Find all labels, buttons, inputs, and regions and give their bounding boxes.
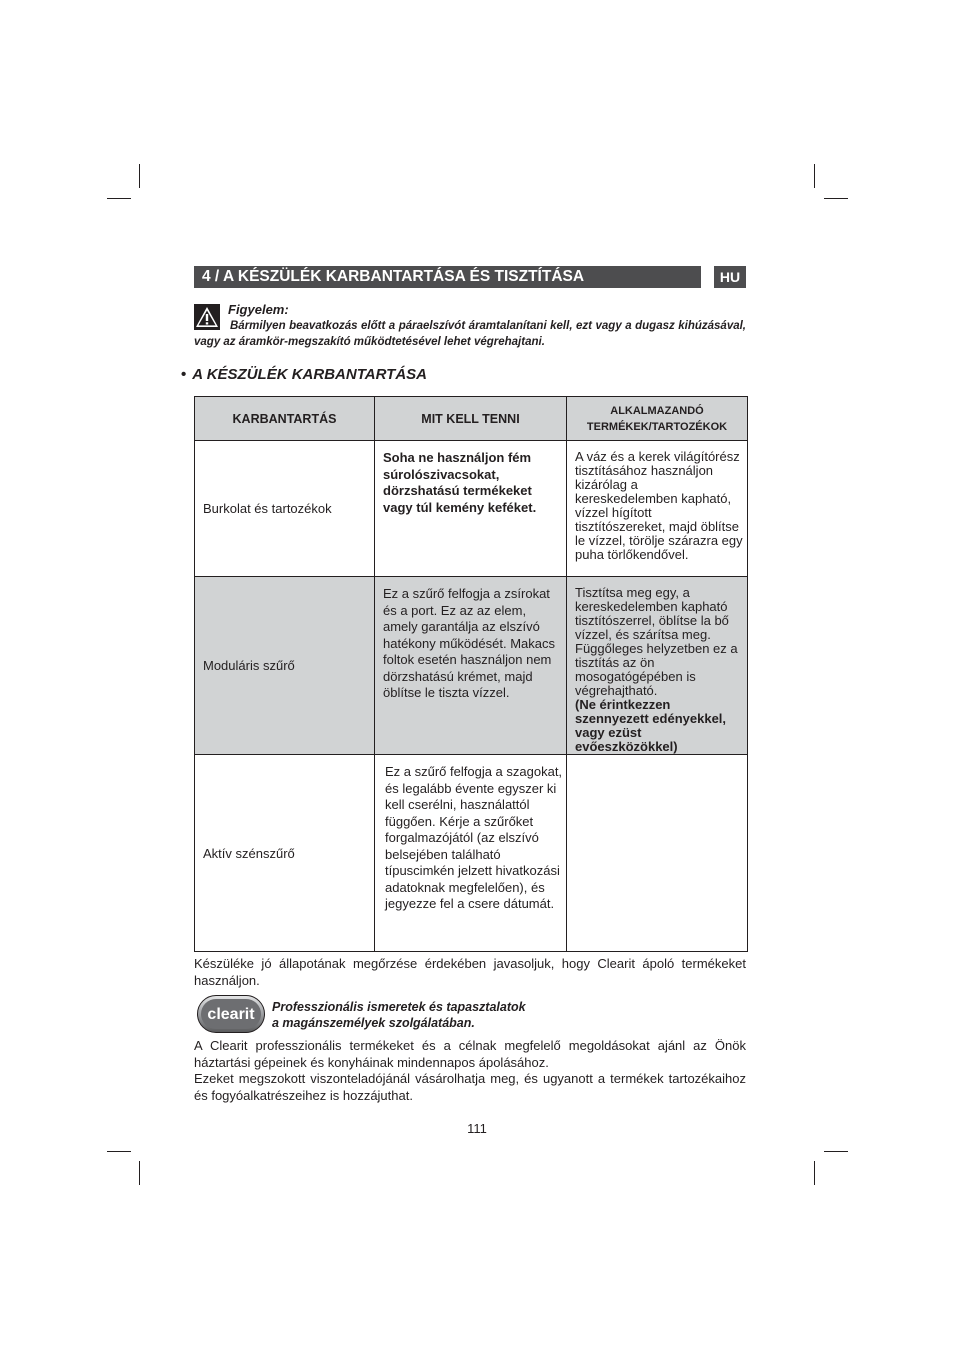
section-title: 4 / A KÉSZÜLÉK KARBANTARTÁSA ÉS TISZTÍTÁSA: [194, 266, 701, 288]
table-row: [195, 755, 748, 952]
warning-text: Bármilyen beavatkozás előtt a páraelszívót áramtalanítani kell, ezt vagy a dugasz kihúzásával, vagy az áramkör-megszakító működtetésével lehet végrehajtani.: [194, 320, 746, 348]
table-header-row: [195, 397, 748, 441]
table-row: [195, 577, 748, 755]
logo-text: clearit: [207, 1006, 255, 1023]
table-row: [195, 441, 748, 577]
subsection-heading: [181, 366, 427, 383]
subsection-title: A KÉSZÜLÉK KARBANTARTÁSA: [192, 366, 427, 383]
crop-mark: [824, 1151, 848, 1152]
crop-mark: [814, 1161, 815, 1185]
crop-mark: [139, 164, 140, 188]
table-cell-item: [195, 755, 375, 952]
language-badge: HU: [714, 266, 746, 288]
cell-text: Moduláris szűrő: [203, 658, 295, 673]
clearit-description: [194, 1038, 746, 1104]
cell-text: Aktív szénszűrő: [203, 845, 295, 861]
column-header: KARBANTARTÁS: [195, 397, 375, 441]
maintenance-table: [194, 396, 748, 952]
table-cell-todo: Ez a szűrő felfogja a zsírokat és a port. Ez az az elem, amely garantálja az elszívó hatékony működését. Makacs foltok esetén használjon nem dörzshatású krémet, majd öblítse le tiszta vízzel.: [375, 577, 567, 755]
crop-mark: [107, 1151, 131, 1152]
column-header: ALKALMAZANDÓ TERMÉKEK/TARTOZÉKOK: [567, 397, 748, 441]
crop-mark: [107, 198, 131, 199]
table-cell-item: [195, 441, 375, 577]
page-number: 111: [467, 1121, 487, 1136]
table-cell-products: [567, 577, 748, 755]
clearit-slogan: [272, 999, 526, 1031]
crop-mark: [139, 1161, 140, 1185]
warning-title: Figyelem:: [228, 302, 289, 317]
crop-mark: [814, 164, 815, 188]
table-cell-products: [567, 755, 748, 952]
bullet: •: [181, 366, 187, 383]
slogan-line: a magánszemélyek szolgálatában.: [272, 1016, 475, 1030]
clearit-logo: [197, 995, 265, 1033]
recommendation-text: Készüléke jó állapotának megőrzése érdekében javasoljuk, hogy Clearit ápoló termékeket használjon.: [194, 956, 746, 988]
products-text: Tisztítsa meg egy, a kereskedelemben kapható tisztítószerrel, öblítse la bő vízzel, és szárítsa meg. Függőleges helyzetben ez a tisztítás az ön mosogatógépében is végrehajtható.: [575, 585, 738, 698]
slogan-line: Professzionális ismeretek és tapasztalatok: [272, 1000, 526, 1014]
table-cell-todo: Soha ne használjon fém súrolószivacsokat, dörzshatású termékeket vagy túl kemény keféket.: [375, 441, 567, 577]
cell-text: Burkolat és tartozékok: [203, 501, 332, 516]
column-header: MIT KELL TENNI: [375, 397, 567, 441]
crop-mark: [824, 198, 848, 199]
table-cell-products: A váz és a kerek világítórész tisztításához használjon kizárólag a kereskedelemben kapható, vízzel hígított tisztítószereket, majd öblítse le vízzel, törölje szárazra egy puha törlőkendővel.: [567, 441, 748, 577]
table-cell-todo: Ez a szűrő felfogja a szagokat, és legalább évente egyszer ki kell cserélni, használattól függően. Kérje a szűrőket forgalmazójától (az elszívó belsejében található típuscimkén jelzett hivatkozási adatoknak megfelelően), és jegyezze fel a csere dátumát.: [375, 755, 567, 952]
table-cell-item: [195, 577, 375, 755]
paragraph: A Clearit professzionális termékeket és a célnak megfelelő megoldásokat ajánl az Önök háztartási gépeinek és konyháinak mindennapos ápolásához.: [194, 1038, 746, 1070]
paragraph: Ezeket megszokott viszonteladójánál vásárolhatja meg, és ugyanott a termékek tartozékaihoz és fogyóalkatrészeihez is hozzájuthat.: [194, 1071, 746, 1103]
products-note: (Ne érintkezzen szennyezett edényekkel, vagy ezüst evőeszközökkel): [575, 697, 727, 754]
